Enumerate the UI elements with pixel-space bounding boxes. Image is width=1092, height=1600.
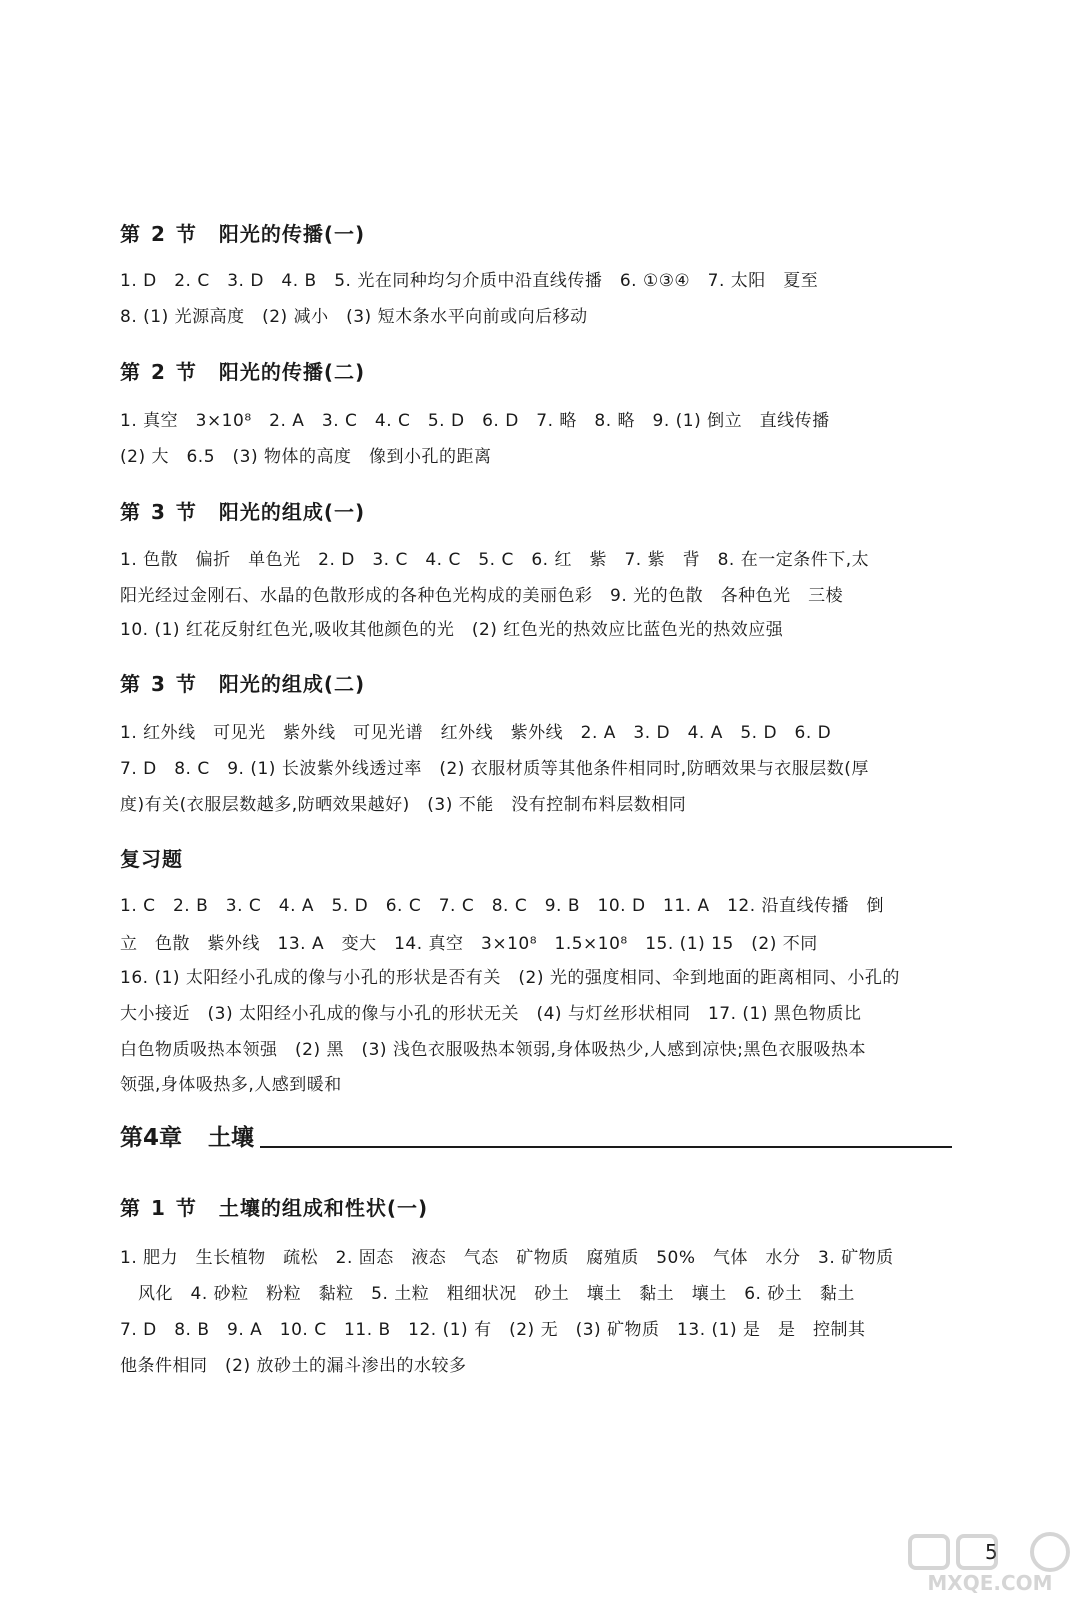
section-name: 阳光的组成(二) (218, 672, 366, 696)
section-name: 土壤的组成和性状(一) (218, 1196, 429, 1220)
watermark-text: MXQE.COM (927, 1571, 1053, 1594)
answer-line: 大小接近 (3) 太阳经小孔成的像与小孔的形状无关 (4) 与灯丝形状相同 17. (1) 黑色物质比 (120, 1004, 862, 1024)
answer-line: 白色物质吸热本领强 (2) 黑 (3) 浅色衣服吸热本领弱,身体吸热少,人感到凉快;黑色衣服吸热本 (120, 1040, 867, 1060)
answer-line: 1. D 2. C 3. D 4. B 5. 光在同种均匀介质中沿直线传播 6. ①③④ 7. 太阳 夏至 (120, 271, 819, 291)
chapter-name: 土壤 (208, 1125, 255, 1151)
answer-line: 7. D 8. C 9. (1) 长波紫外线透过率 (2) 衣服材质等其他条件相同时,防晒效果与衣服层数(厚 (120, 759, 869, 779)
answer-line: 1. 色散 偏折 单色光 2. D 3. C 4. C 5. C 6. 红 紫 7. 紫 背 8. 在一定条件下,太 (120, 550, 870, 570)
answer-line: 1. 真空 3×10⁸ 2. A 3. C 4. C 5. D 6. D 7. 略 8. 略 9. (1) 倒立 直线传播 (120, 411, 830, 431)
section-title-review (120, 843, 183, 872)
answer-line: 10. (1) 红花反射红色光,吸收其他颜色的光 (2) 红色光的热效应比蓝色光的热效应强 (120, 620, 784, 640)
section-title-s1 (120, 218, 365, 247)
section-num: 3 (151, 672, 166, 696)
answer-line: 1. 肥力 生长植物 疏松 2. 固态 液态 气态 矿物质 腐殖质 50% 气体 水分 3. 矿物质 (120, 1248, 894, 1268)
section-name: 阳光的组成(一) (218, 500, 366, 524)
answer-line: 1. C 2. B 3. C 4. A 5. D 6. C 7. C 8. C 9. B 10. D 11. A 12. 沿直线传播 倒 (120, 896, 885, 916)
section-post: 节 (175, 222, 197, 246)
section-pre: 第 (120, 360, 141, 384)
section-title-s6 (120, 1192, 428, 1221)
chapter-heading (120, 1118, 952, 1152)
chapter-label: 第4章 (120, 1125, 183, 1151)
answer-line: 8. (1) 光源高度 (2) 减小 (3) 短木条水平向前或向后移动 (120, 307, 588, 327)
answer-line: 风化 4. 砂粒 粉粒 黏粒 5. 土粒 粗细状况 砂土 壤土 黏土 壤土 6. 砂土 黏土 (138, 1284, 855, 1304)
section-post: 节 (175, 1196, 197, 1220)
section-num: 3 (151, 500, 166, 524)
section-title-s4 (120, 668, 365, 697)
section-name: 复习题 (120, 847, 183, 871)
section-pre: 第 (120, 672, 141, 696)
section-pre: 第 (120, 1196, 141, 1220)
section-title-s2 (120, 356, 365, 385)
section-name: 阳光的传播(二) (218, 360, 366, 384)
answer-line: 立 色散 紫外线 13. A 变大 14. 真空 3×10⁸ 1.5×10⁸ 15. (1) 15 (2) 不同 (120, 934, 818, 954)
chapter-rule (260, 1146, 952, 1148)
page-number: 5 (985, 1540, 998, 1564)
section-num: 1 (151, 1196, 166, 1220)
answer-line: (2) 大 6.5 (3) 物体的高度 像到小孔的距离 (120, 447, 492, 467)
section-title-s3 (120, 496, 365, 525)
answer-line: 阳光经过金刚石、水晶的色散形成的各种色光构成的美丽色彩 9. 光的色散 各种色光 三棱 (120, 586, 844, 606)
section-post: 节 (175, 672, 197, 696)
answer-line: 16. (1) 太阳经小孔成的像与小孔的形状是否有关 (2) 光的强度相同、伞到地面的距离相同、小孔的 (120, 968, 900, 988)
section-post: 节 (175, 360, 197, 384)
section-pre: 第 (120, 222, 141, 246)
answer-line: 度)有关(衣服层数越多,防晒效果越好) (3) 不能 没有控制布料层数相同 (120, 795, 687, 815)
answer-line: 1. 红外线 可见光 紫外线 可见光谱 红外线 紫外线 2. A 3. D 4. A 5. D 6. D (120, 723, 832, 743)
section-num: 2 (151, 222, 166, 246)
answer-line: 领强,身体吸热多,人感到暖和 (120, 1075, 342, 1095)
section-num: 2 (151, 360, 166, 384)
section-post: 节 (175, 500, 197, 524)
answer-line: 他条件相同 (2) 放砂土的漏斗渗出的水较多 (120, 1356, 467, 1376)
section-pre: 第 (120, 500, 141, 524)
answer-line: 7. D 8. B 9. A 10. C 11. B 12. (1) 有 (2) 无 (3) 矿物质 13. (1) 是 是 控制其 (120, 1320, 866, 1340)
section-name: 阳光的传播(一) (218, 222, 366, 246)
watermark-logo-icon (900, 1530, 1080, 1594)
